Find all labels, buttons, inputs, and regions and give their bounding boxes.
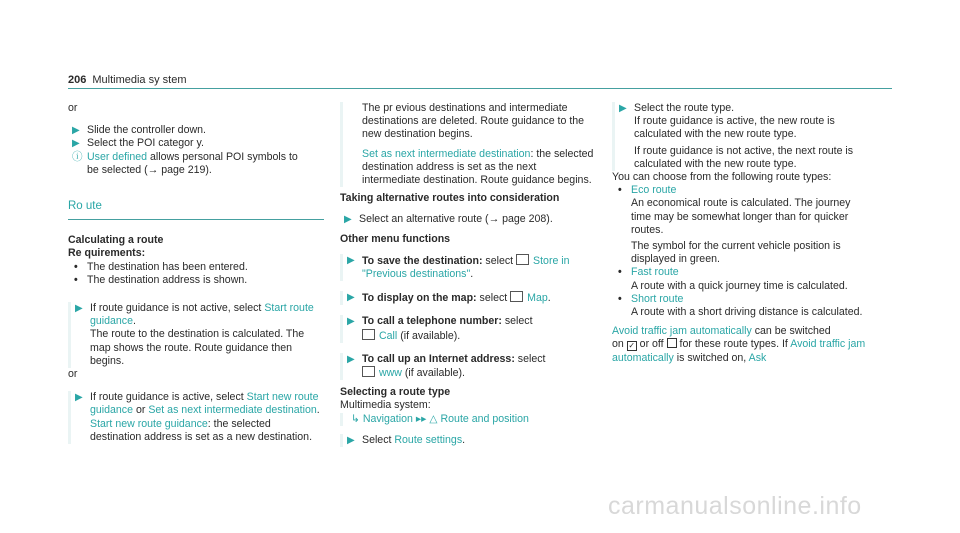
start-new-route-guidance-link[interactable]: Start new route guidance [90,391,319,417]
or-text: or [68,368,78,381]
step-bold: To call a telephone number: [362,315,502,328]
step-text: . [133,315,136,328]
paragraph: on [612,338,627,351]
step-text: . [470,268,474,281]
watermark: carmanualsonline.info [608,492,862,520]
step-bold: To save the destination: [362,254,483,267]
step-text: Select the route type. [634,102,735,114]
menu-icon [516,254,529,265]
info-text: allows personal POI symbols to [147,150,298,163]
route-desc: A route with a short driving distance is calculated. [631,306,863,319]
step-start-route [68,302,324,368]
avoid-traffic-link[interactable]: Avoid traffic jam automatically [612,325,752,338]
route-desc: A route with a quick journey time is calculated. [631,279,848,292]
short-route-link[interactable]: Short route [631,292,684,305]
paragraph: The pr evious destinations and intermediate destinations are deleted. Route guidance to the new destination begins. [362,102,585,141]
step-map [340,291,596,305]
step-arrow-icon: ▶ [75,303,83,315]
step-slide [68,124,324,137]
paragraph: is switched on, [673,351,749,364]
start-route-guidance-link[interactable]: Start route guidance [90,302,314,328]
step-bold: To display on the map: [362,292,477,305]
step-text: . [547,292,551,305]
step-text: Select an alternative route ( [359,213,489,226]
step-select-category [68,137,324,150]
start-new-route-guidance-link[interactable]: Start new route guidance [90,417,208,430]
step-text: Slide the controller down. [87,124,206,137]
step-save [340,254,596,281]
route-desc: An economical route is calculated. The journey time may be somewhat longer than for quicker routes. [631,197,851,236]
menu-icon [362,329,375,340]
column-3 [612,102,868,365]
page-header-title: Multimedia sy stem [92,74,187,86]
step-arrow-icon: ▶ [344,214,352,226]
multimedia-system-label: Multimedia system: [340,399,431,412]
info-note [68,151,324,177]
route-position-icon: △ [429,412,441,425]
step-text: select [482,254,517,267]
bullet-dot: • [618,266,622,279]
avoid-traffic-link[interactable]: Avoid traffic jam automatically [612,338,866,364]
bullet-dot: • [618,292,622,305]
step-text: select [501,315,533,328]
step-text: If route guidance is active, select [90,391,247,404]
step-arrow-icon: ▶ [72,138,80,150]
checkbox-on-icon: ✓ [628,341,636,351]
route-types-intro: You can choose from the following route types: [612,171,832,184]
map-link[interactable]: Map [527,292,548,305]
step-alt-route [340,213,596,226]
calc-title: Calculating a route [68,234,164,247]
column-2 [340,102,596,447]
paragraph: or off [636,338,667,351]
step-arrow-icon: ▶ [72,125,80,137]
bullet-text: The destination address is shown. [87,273,248,286]
page-header [68,74,187,87]
step-call [340,315,596,342]
section-title: Ro ute [68,200,324,220]
bullet-item [68,274,324,287]
set-intermediate-link[interactable]: Set as next intermediate destination [362,147,531,160]
other-menu-title: Other menu functions [340,232,451,245]
header-rule [68,88,892,89]
fast-route-link[interactable]: Fast route [631,266,679,279]
step-text: ). [546,213,553,226]
step-active-route [68,391,324,444]
www-link[interactable]: www [379,367,402,380]
step-web [340,353,596,380]
continued-text [340,102,596,187]
route-type-title: Selecting a route type [340,386,451,399]
step-arrow-icon: ▶ [619,103,627,114]
step-select-type [612,102,868,171]
route-settings-link[interactable]: Route settings [394,433,463,446]
step-text: Select the POI categor y. [87,137,204,150]
step-arrow-icon: ▶ [347,254,355,266]
requirements-title: Re quirements: [68,247,146,260]
step-arrow-icon: ▶ [347,434,355,446]
route-type-item [612,184,868,266]
page-number: 206 [68,74,87,86]
step-arrow-icon: ▶ [75,392,83,404]
step-text: select [476,292,511,305]
avoid-traffic-text [612,325,868,365]
menu-icon [362,366,375,377]
step-arrow-icon: ▶ [347,316,355,328]
nav-path [340,413,596,426]
checkbox-off-icon [667,338,677,348]
navigation-link[interactable]: Navigation [362,412,413,425]
step-text: If route guidance is active, the new route is calculated with the new route type. [634,115,835,141]
step-text: If route guidance is not active, select [90,302,265,315]
bullet-text: The destination has been entered. [87,260,248,273]
paragraph: : the selected destination address is set as the next intermediate destination. Route guidance begins. [362,147,594,187]
call-link[interactable]: Call [379,329,398,342]
user-defined-link[interactable]: User defined [87,150,148,163]
alt-routes-title: Taking alternative routes into consideration [340,192,560,205]
bullet-dot: • [74,273,78,286]
eco-route-link[interactable]: Eco route [631,184,677,197]
step-text: (if available). [401,367,465,380]
route-type-item [612,293,868,319]
store-previous-link[interactable]: Store in "Previous destinations" [362,254,570,281]
step-text: or [133,404,149,417]
ask-link[interactable]: Ask [748,351,767,364]
paragraph: can be switched [751,325,831,338]
step-arrow-icon: ▶ [347,353,355,365]
route-type-item [612,266,868,292]
bullet-dot: • [618,184,622,197]
step-text: (if available). [397,329,461,342]
set-intermediate-link[interactable]: Set as next intermediate destination [148,404,317,417]
bullet-dot: • [74,260,78,273]
page-reference: → page 208 [488,213,547,226]
route-desc: The symbol for the current vehicle position is displayed in green. [631,240,841,266]
path-arrow-icon: ↳ [351,412,363,425]
step-text: If route guidance is not active, the next route is calculated with the new route type. [634,144,854,170]
step-text: Select [362,433,395,446]
step-route-settings [340,434,596,447]
step-text: . [316,404,320,417]
step-text: . [462,433,466,446]
info-icon: ⓘ [72,150,83,163]
bullet-item [68,261,324,274]
menu-icon [510,291,523,302]
or-text: or [68,102,78,114]
info-text: be selected (→ page 219). [87,163,212,176]
path-chevron-icon: ▸▸ [412,412,430,425]
column-1 [68,102,324,444]
route-position-link[interactable]: Route and position [440,412,529,425]
step-text: : the selected destination address is set as a new destination. [90,417,313,443]
step-text: select [514,352,546,365]
step-arrow-icon: ▶ [347,292,355,304]
step-text: The route to the destination is calculated. The map shows the route. Route guidance then begins. [90,328,305,367]
step-bold: To call up an Internet address: [362,352,515,365]
paragraph: for these route types. If [676,338,791,351]
